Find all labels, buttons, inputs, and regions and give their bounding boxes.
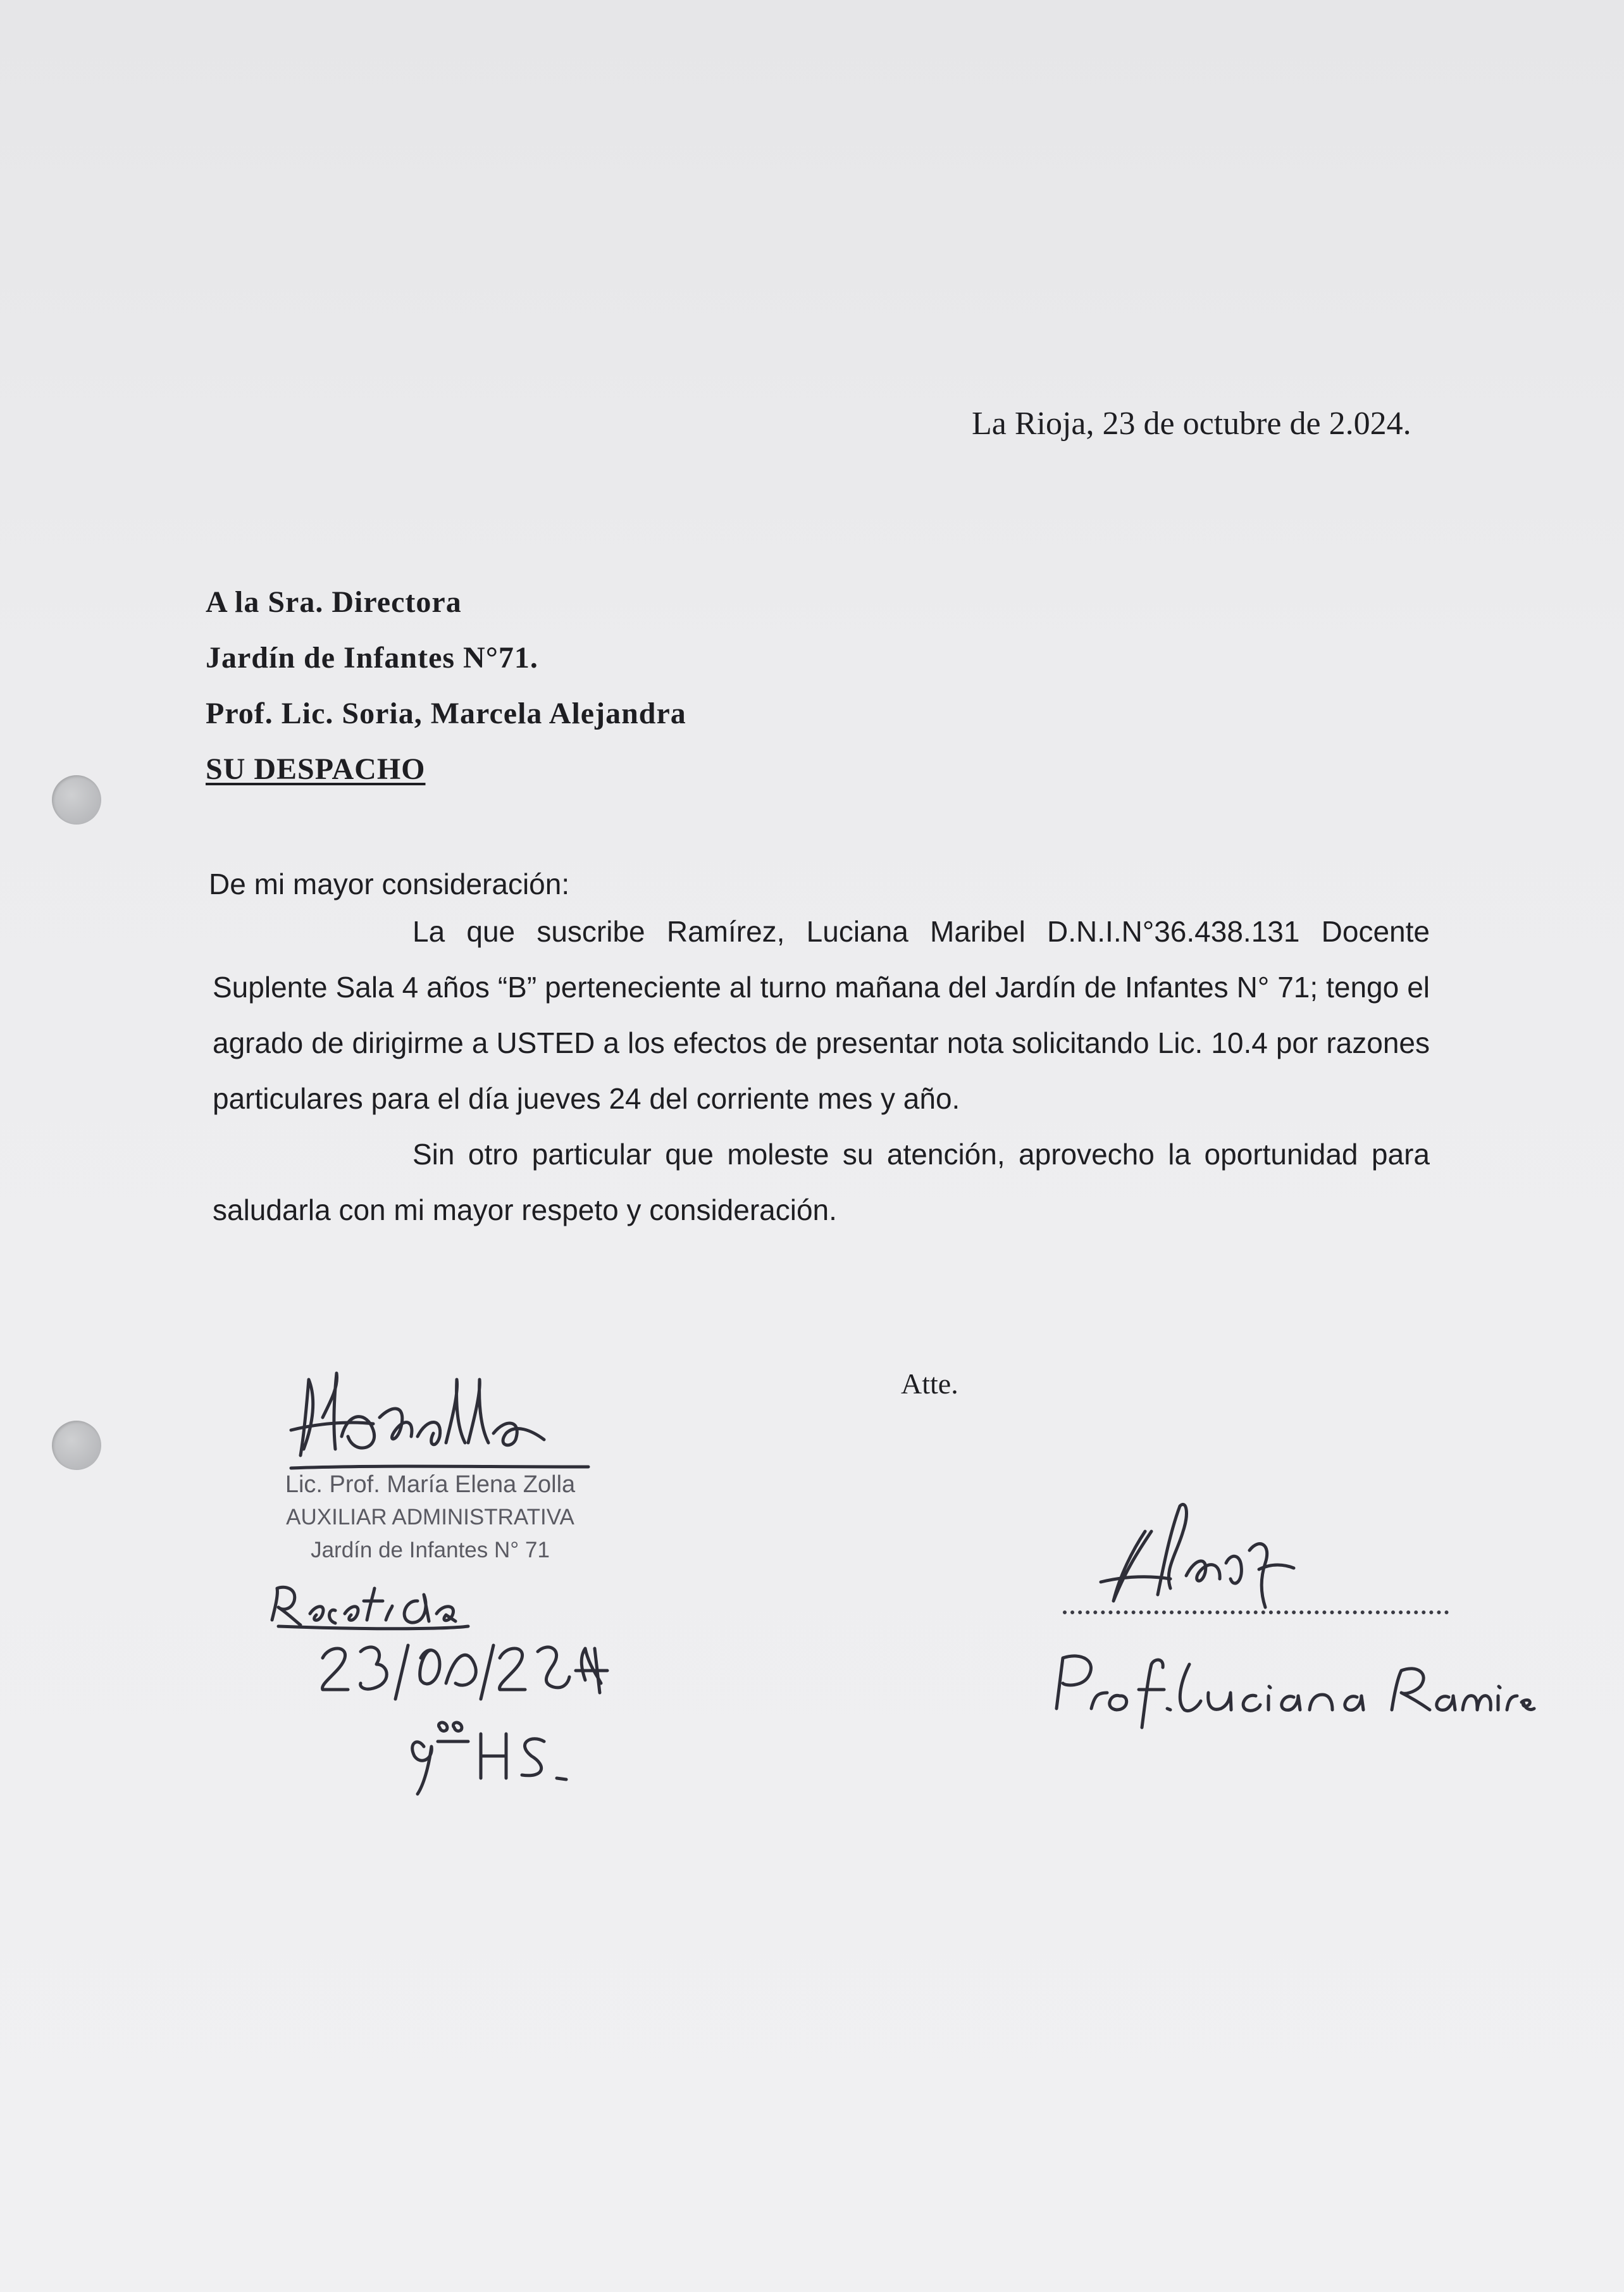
punch-hole-bottom bbox=[52, 1421, 101, 1470]
letter-body bbox=[213, 904, 1430, 1238]
recipient-institution: Jardín de Infantes N°71. bbox=[206, 641, 538, 675]
stamp-role: AUXILIAR ADMINISTRATIVA bbox=[286, 1505, 574, 1529]
recipient-office: SU DESPACHO bbox=[206, 752, 426, 786]
recipient-title: A la Sra. Directora bbox=[206, 585, 462, 619]
handwritten-received-note bbox=[266, 1576, 658, 1816]
closing: Atte. bbox=[901, 1367, 958, 1400]
sender-handwritten-name bbox=[1038, 1639, 1537, 1740]
receiver-signature-icon bbox=[278, 1361, 607, 1481]
punch-hole-top bbox=[52, 775, 101, 825]
salutation: De mi mayor consideración: bbox=[209, 868, 570, 900]
recipient-name: Prof. Lic. Soria, Marcela Alejandra bbox=[206, 697, 686, 730]
body-paragraph-2: Sin otro particular que moleste su atención, aprovecho la oportunidad para saludarla con mi mayor respeto y consideración. bbox=[213, 1138, 1430, 1226]
signature-dotted-line bbox=[1063, 1610, 1449, 1614]
sender-signature-icon bbox=[1075, 1493, 1430, 1620]
date-line: La Rioja, 23 de octubre de 2.024. bbox=[972, 406, 1411, 442]
stamp-name: Lic. Prof. María Elena Zolla bbox=[285, 1471, 576, 1498]
stamp-institution: Jardín de Infantes N° 71 bbox=[311, 1538, 550, 1562]
body-paragraph-1: La que suscribe Ramírez, Luciana Maribel D.N.I.N°36.438.131 Docente Suplente Sala 4 años “B” perteneciente al turno mañana del Jardín de Infantes N° 71; tengo el agrado de dirigirme a USTED a los efectos de presentar nota solicitando Lic. 10.4 por razones particulares para el día jueves 24 del corriente mes y año. bbox=[213, 915, 1430, 1115]
reception-stamp bbox=[266, 1468, 595, 1567]
